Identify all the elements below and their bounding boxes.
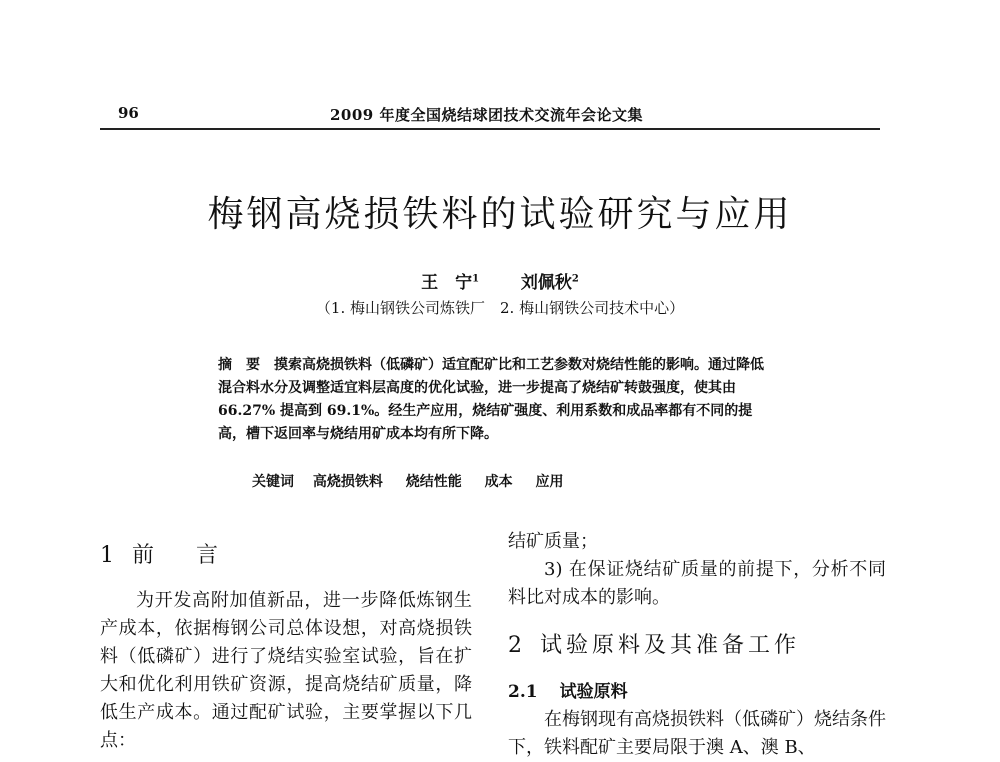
abstract-label: 摘 要: [218, 357, 260, 373]
right-column: [508, 528, 886, 762]
keywords: [252, 471, 582, 491]
body-paragraph: 为开发高附加值新品，进一步降低炼钢生产成本，依据梅钢公司总体设想，对高烧损铁料（低磷矿）进行了烧结实验室试验，旨在扩大和优化利用铁矿资源，提高烧结矿质量，降低生产成本。通过配矿试验，主要掌握以下几点：: [100, 590, 472, 751]
author-affiliation-mark: 1: [472, 273, 480, 285]
section-heading-introduction: [100, 538, 472, 569]
subsection-heading: [508, 677, 886, 702]
affiliations: （1. 梅山钢铁公司炼铁厂 2. 梅山钢铁公司技术中心）: [315, 299, 685, 317]
body-paragraph: 在梅钢现有高烧损铁料（低磷矿）烧结条件下，铁料配矿主要局限于澳 A、澳 B、: [508, 709, 886, 758]
author-name: 王 宁: [421, 273, 473, 293]
section-title: 前 言: [132, 543, 229, 568]
author-name: 刘佩秋: [520, 273, 572, 293]
section-number: 2: [508, 633, 522, 658]
keyword: 应用: [535, 474, 564, 490]
subsection-number: 2.1: [508, 682, 538, 702]
keywords-label: 关键词: [252, 474, 294, 490]
abstract-text: 摸索高烧损铁料（低磷矿）适宜配矿比和工艺参数对烧结性能的影响。通过降低混合料水分及调整适宜料层高度的优化试验，进一步提高了烧结矿转鼓强度，使其由 66.27% 提高到 69.1%。经生产应用，烧结矿强度、利用系数和成品率都有不同的提高，槽下返回率与烧结用矿成本均有所下降。: [218, 357, 764, 442]
paper-title: 梅钢高烧损铁料的试验研究与应用: [207, 194, 793, 235]
list-item: 3) 在保证烧结矿质量的前提下，分析不同料比对成本的影响。: [508, 559, 886, 608]
running-header: 2009 年度全国烧结球团技术交流年会论文集: [330, 106, 643, 124]
author-line: [0, 268, 1000, 293]
keyword: 烧结性能: [405, 474, 462, 490]
header-divider: [100, 128, 880, 130]
page-number: 96: [118, 104, 139, 122]
keyword: 高烧损铁料: [312, 474, 383, 490]
section-heading-materials: [508, 628, 886, 659]
subsection-title: 试验原料: [559, 682, 628, 702]
section-title: 试验原料及其准备工作: [540, 633, 801, 658]
left-column: [100, 528, 472, 755]
author-affiliation-mark: 2: [571, 273, 579, 285]
section-number: 1: [100, 543, 114, 568]
keyword: 成本: [484, 474, 513, 490]
abstract: [218, 354, 776, 446]
body-paragraph-continuation: 结矿质量；: [508, 531, 598, 552]
